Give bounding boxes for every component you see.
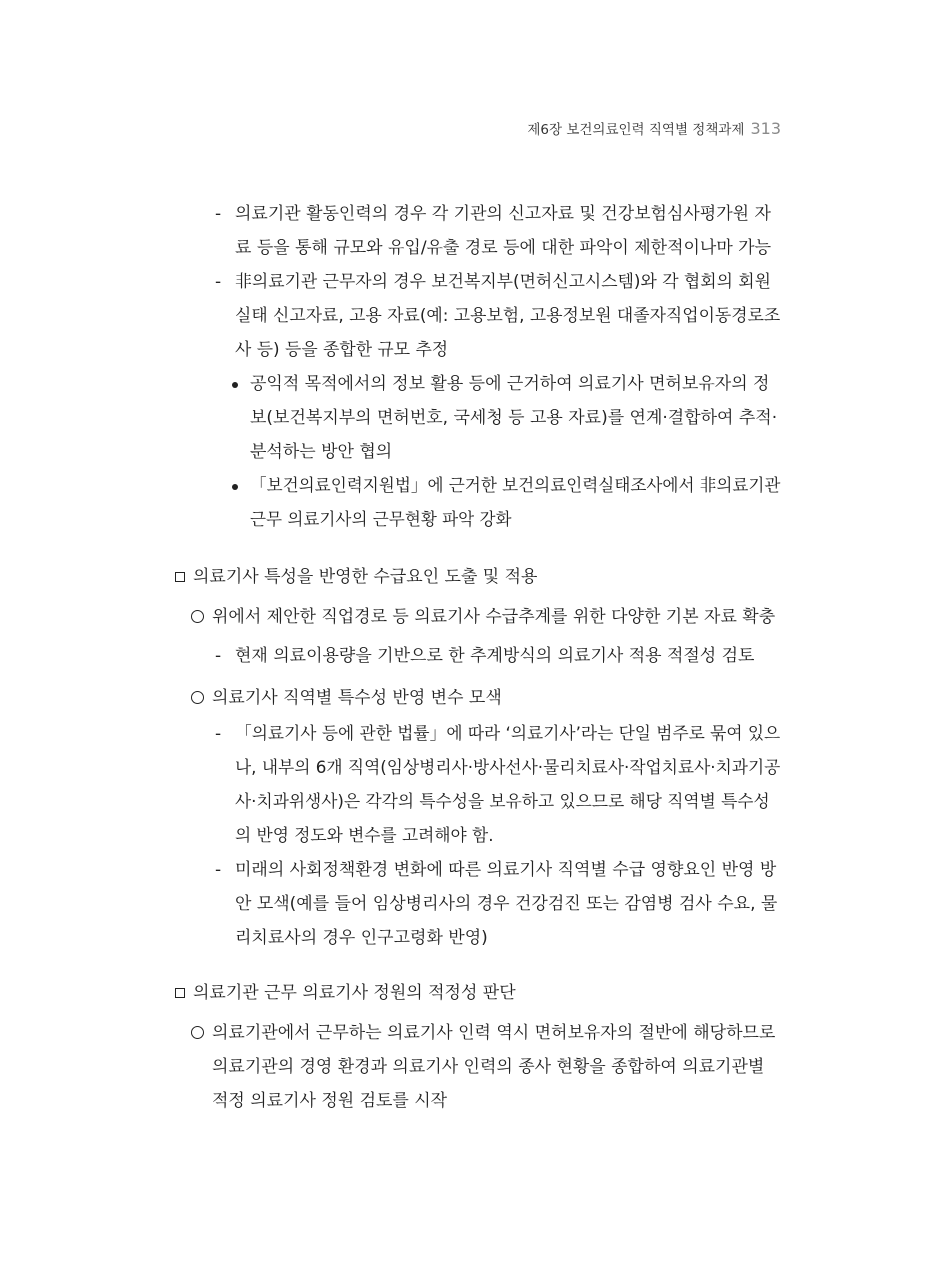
text-line: 사·치과위생사)은 각각의 특수성을 보유하고 있으므로 해당 직역별 특수성 xyxy=(235,792,770,812)
text-line: 의료기관 근무 의료기사 정원의 적정성 판단 xyxy=(193,983,516,1003)
text-line: 실태 신고자료, 고용 자료(예: 고용보험, 고용정보원 대졸자직업이동경로조 xyxy=(235,306,781,326)
dash-marker: - xyxy=(215,204,222,224)
circle-marker xyxy=(191,610,204,623)
square-marker xyxy=(175,572,185,582)
text-line: 리치료사의 경우 인구고령화 반영) xyxy=(235,928,488,948)
list-item xyxy=(235,717,788,853)
text-line: 의료기사 직역별 특수성 반영 변수 모색 xyxy=(212,688,502,708)
text-line: 안 모색(예를 들어 임상병리사의 경우 건강검진 또는 감염병 검사 수요, 물 xyxy=(235,894,778,914)
text-line: 「의료기사 등에 관한 법률」에 따라 ‘의료기사’라는 단일 범주로 묶여 있으 xyxy=(235,724,781,744)
text-line: 현재 의료이용량을 기반으로 한 추계방식의 의료기사 적용 적절성 검토 xyxy=(235,646,755,666)
text-line: 非의료기관 근무자의 경우 보건복지부(면허신고시스템)와 각 협회의 회원 xyxy=(235,272,771,292)
text-line: 미래의 사회정책환경 변화에 따른 의료기사 직역별 수급 영향요인 반영 방 xyxy=(235,860,777,880)
list-item xyxy=(235,265,783,367)
list-item xyxy=(212,1016,775,1118)
text-line: 의료기관의 경영 환경과 의료기사 인력의 종사 현황을 종합하여 의료기관별 xyxy=(212,1057,765,1077)
page-number: 313 xyxy=(750,119,781,138)
text-line: 위에서 제안한 직업경로 등 의료기사 수급추계를 위한 다양한 기본 자료 확충 xyxy=(212,607,776,627)
list-item xyxy=(250,469,793,537)
running-header xyxy=(527,118,781,138)
text-line: 공익적 목적에서의 정보 활용 등에 근거하여 의료기사 면허보유자의 정 xyxy=(250,374,770,394)
list-item xyxy=(212,600,775,634)
text-line: 보(보건복지부의 면허번호, 국세청 등 고용 자료)를 연계·결합하여 추적· xyxy=(250,408,778,428)
square-marker xyxy=(175,988,185,998)
dash-marker: - xyxy=(215,272,222,292)
bullet-marker xyxy=(232,382,238,388)
text-line: 적정 의료기사 정원 검토를 시작 xyxy=(212,1091,448,1111)
text-line: 의료기관 활동인력의 경우 각 기관의 신고자료 및 건강보험심사평가원 자 xyxy=(235,204,771,224)
section-heading xyxy=(193,976,516,1010)
text-line: 분석하는 방안 협의 xyxy=(250,442,393,462)
text-line: 「보건의료인력지원법」에 근거한 보건의료인력실태조사에서 非의료기관 xyxy=(250,476,781,496)
bullet-marker xyxy=(232,484,238,490)
list-item xyxy=(235,197,771,265)
dash-marker: - xyxy=(215,646,222,666)
text-line: 사 등) 등을 종합한 규모 추정 xyxy=(235,340,449,360)
list-item xyxy=(212,681,502,715)
text-line: 의 반영 정도와 변수를 고려해야 함. xyxy=(235,826,494,846)
list-item xyxy=(235,853,777,955)
text-line: 의료기관에서 근무하는 의료기사 인력 역시 면허보유자의 절반에 해당하므로 xyxy=(212,1023,776,1043)
text-line: 의료기사 특성을 반영한 수급요인 도출 및 적용 xyxy=(193,567,538,587)
section-heading xyxy=(193,560,537,594)
dash-marker: - xyxy=(215,860,222,880)
list-item xyxy=(235,639,754,673)
text-line: 료 등을 통해 규모와 유입/유출 경로 등에 대한 파악이 제한적이나마 가능 xyxy=(235,238,772,258)
text-line: 근무 의료기사의 근무현황 파악 강화 xyxy=(250,510,512,530)
dash-marker: - xyxy=(215,724,222,744)
text-line: 나, 내부의 6개 직역(임상병리사·방사선사·물리치료사·작업치료사·치과기공 xyxy=(235,758,781,778)
list-item xyxy=(250,367,777,469)
circle-marker xyxy=(191,691,204,704)
circle-marker xyxy=(191,1026,204,1039)
chapter-title: 제6장 보건의료인력 직역별 정책과제 xyxy=(527,122,745,138)
